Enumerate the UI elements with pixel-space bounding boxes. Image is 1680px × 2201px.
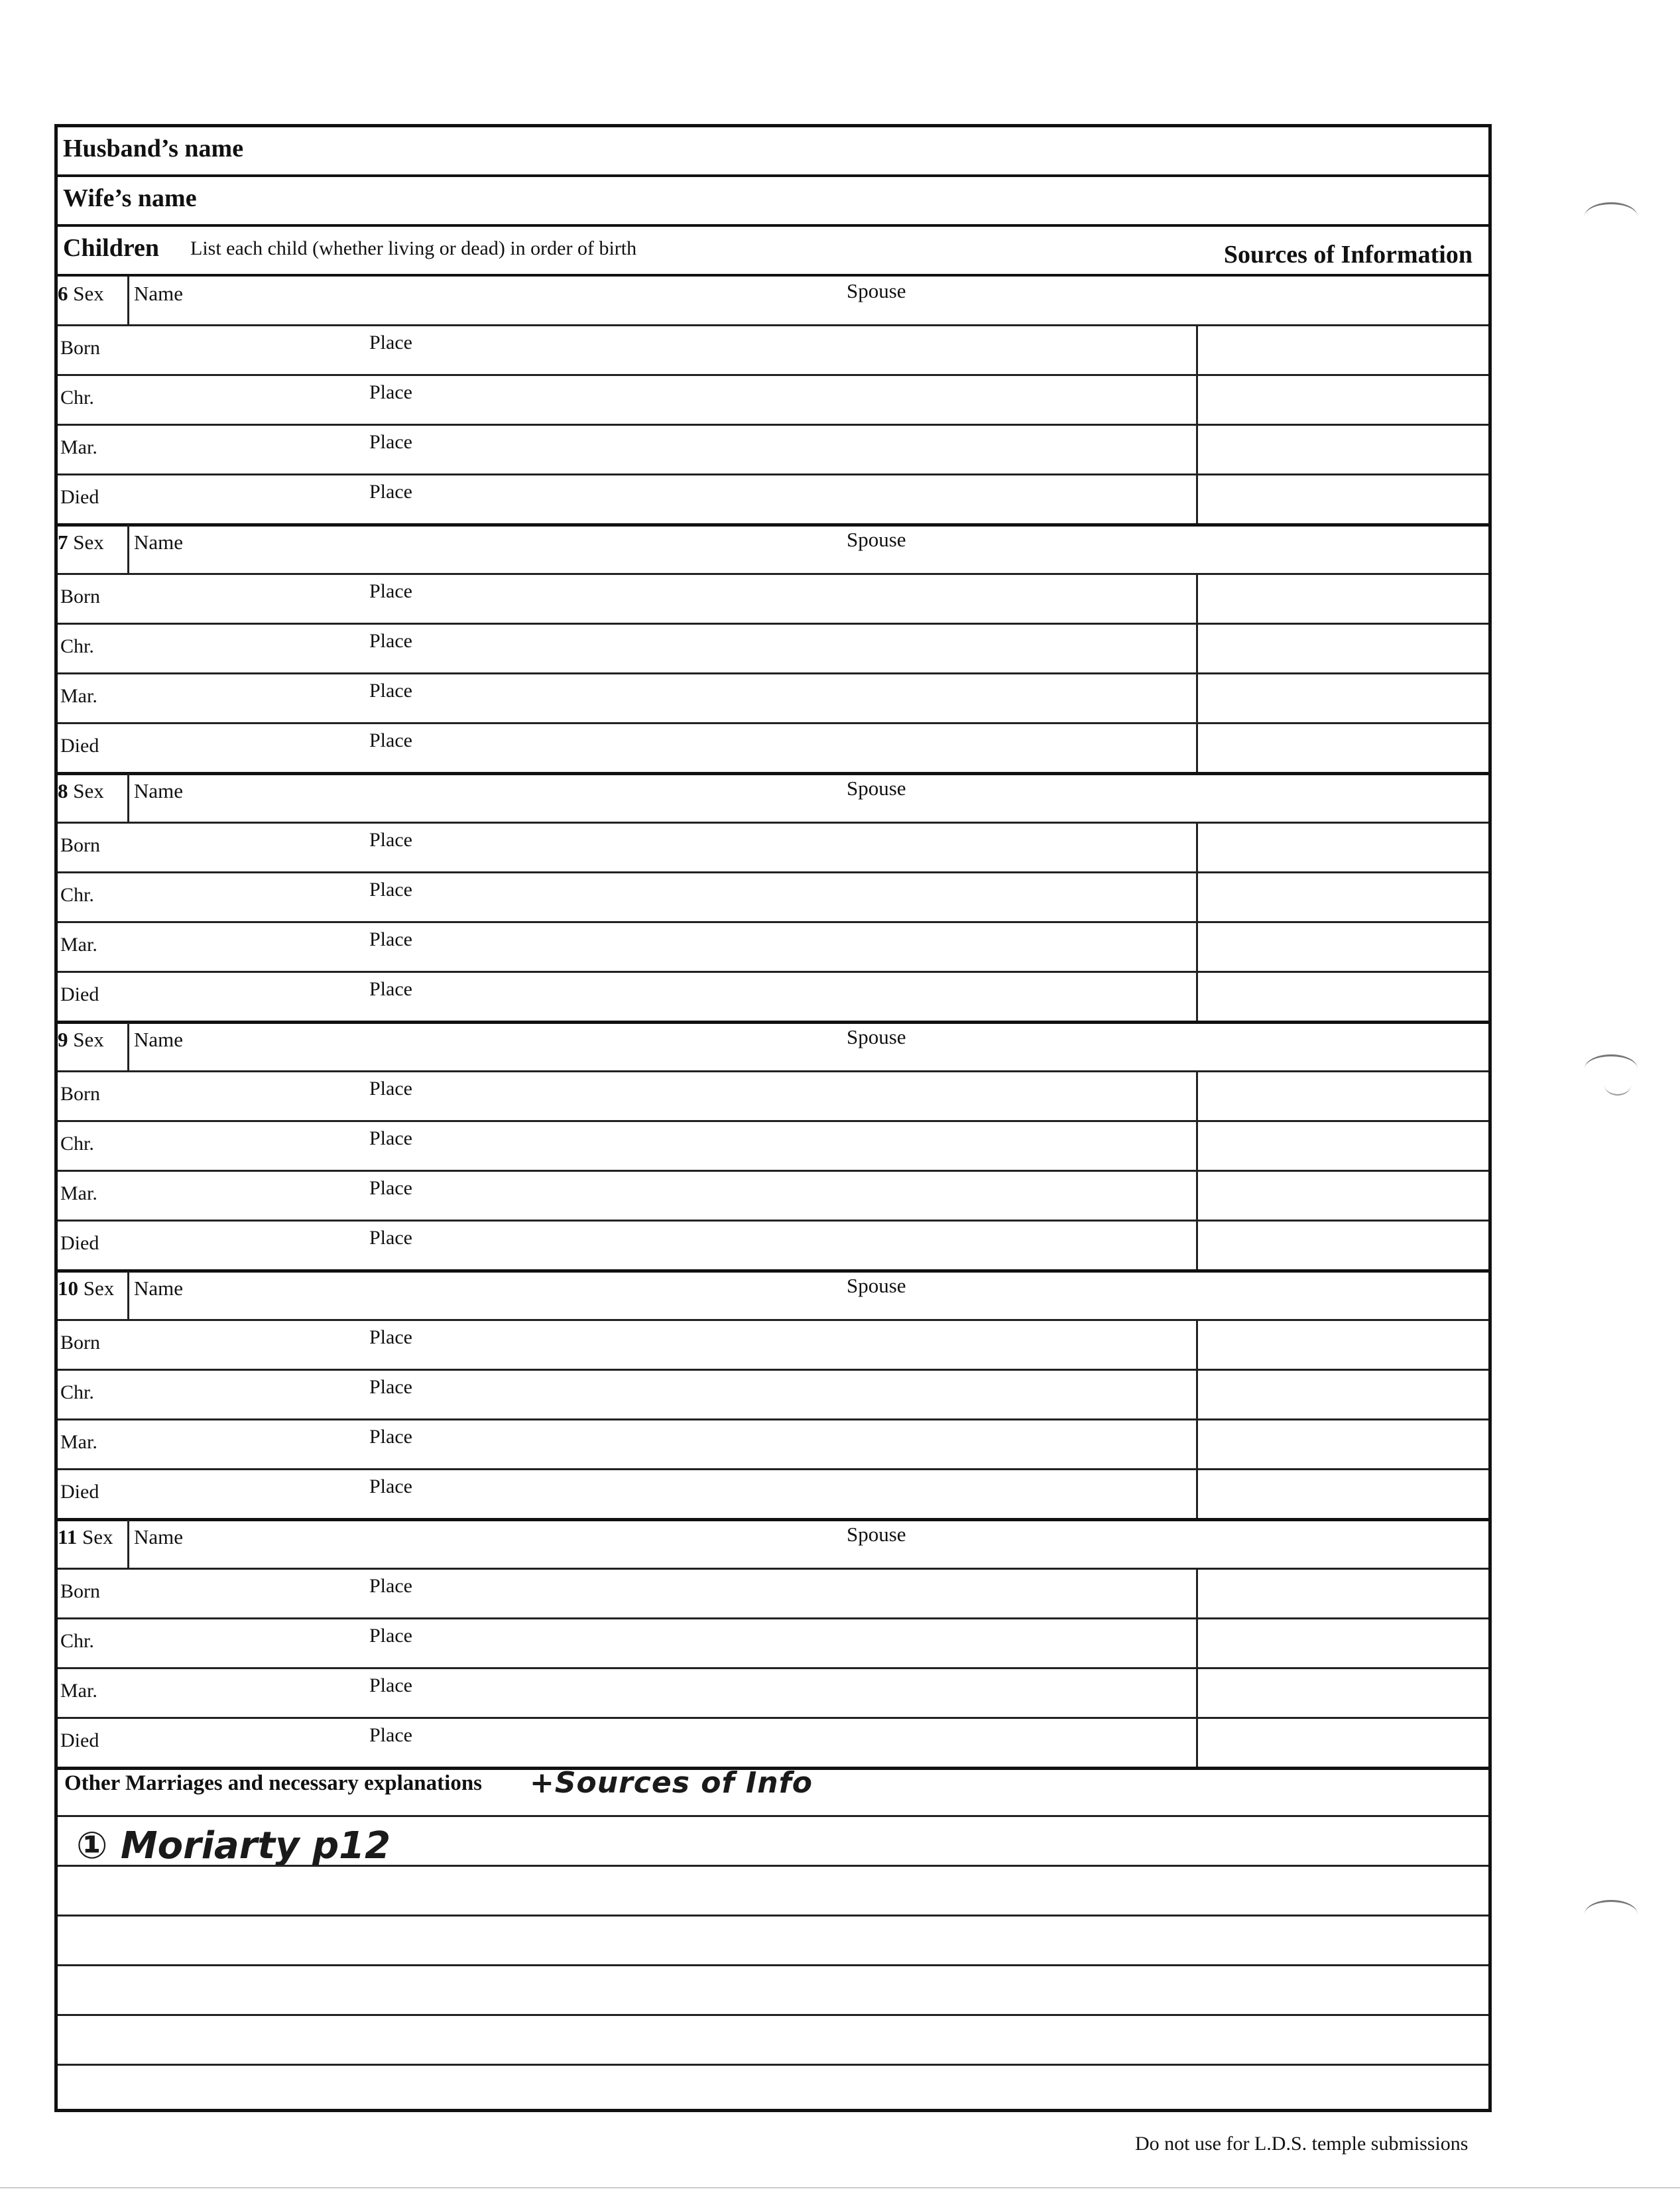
child-chr-row[interactable] — [58, 625, 1488, 674]
sources-column-divider — [1196, 575, 1198, 774]
child-chr-row[interactable] — [58, 1371, 1488, 1420]
child-number: 8 Sex — [58, 779, 104, 802]
sex-divider — [127, 1023, 129, 1072]
place-label: Place — [369, 381, 412, 403]
place-label: Place — [369, 580, 412, 602]
child-mar-row[interactable] — [58, 674, 1488, 724]
child-born-row[interactable] — [58, 1570, 1488, 1619]
place-label: Place — [369, 1227, 412, 1249]
place-label: Place — [369, 729, 412, 751]
mar-label: Mar. — [60, 1680, 97, 1702]
sources-column-divider — [1196, 824, 1198, 1023]
child-name-label: Name — [134, 1277, 184, 1300]
child-name-row[interactable] — [58, 1271, 1488, 1321]
other-marriages-section — [58, 1766, 1488, 2115]
born-label: Born — [60, 1580, 100, 1602]
child-number: 9 Sex — [58, 1028, 104, 1051]
child-name-row[interactable] — [58, 525, 1488, 575]
chr-label: Chr. — [60, 635, 94, 657]
other-marriages-title: Other Marriages and necessary explanations — [64, 1771, 483, 1795]
child-number: 11 Sex — [58, 1525, 113, 1548]
place-label: Place — [369, 481, 412, 503]
place-label: Place — [369, 879, 412, 901]
sources-column-divider — [1196, 1570, 1198, 1769]
children-label: Children — [63, 234, 160, 262]
born-label: Born — [60, 834, 100, 856]
mar-label: Mar. — [60, 1182, 97, 1204]
died-label: Died — [60, 1481, 99, 1503]
child-chr-row[interactable] — [58, 873, 1488, 923]
child-spouse-label: Spouse — [847, 1523, 906, 1546]
place-label: Place — [369, 1078, 412, 1100]
child-born-row[interactable] — [58, 1072, 1488, 1122]
place-label: Place — [369, 680, 412, 702]
sources-label: Sources of Information — [1223, 241, 1472, 269]
born-label: Born — [60, 586, 100, 607]
place-label: Place — [369, 1575, 412, 1597]
punch-hole-mark — [1585, 202, 1638, 231]
family-group-form — [54, 124, 1492, 2112]
place-label: Place — [369, 829, 412, 851]
punch-hole-mark — [1585, 1900, 1638, 1928]
sex-divider — [127, 774, 129, 824]
handwritten-note: ① Moriarty p12 — [76, 1824, 391, 1867]
place-label: Place — [369, 928, 412, 950]
child-record — [58, 1023, 1488, 1271]
sources-column-divider — [1196, 1072, 1198, 1271]
child-record — [58, 277, 1488, 525]
child-mar-row[interactable] — [58, 1420, 1488, 1470]
child-name-row[interactable] — [58, 1520, 1488, 1570]
mar-label: Mar. — [60, 1431, 97, 1453]
child-name-label: Name — [134, 1028, 184, 1051]
note-line[interactable] — [58, 2064, 1488, 2066]
child-born-row[interactable] — [58, 1321, 1488, 1371]
child-name-label: Name — [134, 531, 184, 554]
note-line[interactable] — [58, 1815, 1488, 1817]
child-born-row[interactable] — [58, 326, 1488, 376]
died-label: Died — [60, 1232, 99, 1254]
place-label: Place — [369, 1326, 412, 1348]
child-died-row[interactable] — [58, 724, 1488, 774]
child-name-label: Name — [134, 282, 184, 305]
children-instructions: List each child (whether living or dead) in order of birth — [190, 237, 637, 259]
children-header-row — [58, 227, 1488, 277]
husband-name-row[interactable] — [58, 127, 1488, 177]
child-died-row[interactable] — [58, 1222, 1488, 1271]
place-label: Place — [369, 431, 412, 453]
child-died-row[interactable] — [58, 1470, 1488, 1520]
child-born-row[interactable] — [58, 824, 1488, 873]
child-mar-row[interactable] — [58, 923, 1488, 973]
born-label: Born — [60, 1083, 100, 1105]
child-mar-row[interactable] — [58, 1669, 1488, 1719]
child-number: 6 Sex — [58, 282, 104, 305]
child-record — [58, 774, 1488, 1023]
died-label: Died — [60, 735, 99, 757]
sources-column-divider — [1196, 1321, 1198, 1520]
child-record — [58, 1271, 1488, 1520]
born-label: Born — [60, 337, 100, 359]
child-name-label: Name — [134, 1525, 184, 1548]
child-name-row[interactable] — [58, 277, 1488, 326]
chr-label: Chr. — [60, 1133, 94, 1155]
child-spouse-label: Spouse — [847, 279, 906, 302]
child-name-label: Name — [134, 779, 184, 802]
note-line[interactable] — [58, 1865, 1488, 1867]
child-mar-row[interactable] — [58, 426, 1488, 475]
place-label: Place — [369, 630, 412, 652]
died-label: Died — [60, 1729, 99, 1751]
wife-name-label: Wife’s name — [63, 184, 197, 212]
child-chr-row[interactable] — [58, 1122, 1488, 1172]
child-mar-row[interactable] — [58, 1172, 1488, 1222]
mar-label: Mar. — [60, 436, 97, 458]
died-label: Died — [60, 486, 99, 508]
child-record — [58, 525, 1488, 774]
died-label: Died — [60, 983, 99, 1005]
chr-label: Chr. — [60, 1381, 94, 1403]
sex-divider — [127, 277, 129, 326]
child-born-row[interactable] — [58, 575, 1488, 625]
place-label: Place — [369, 1674, 412, 1696]
child-chr-row[interactable] — [58, 1619, 1488, 1669]
child-number: 10 Sex — [58, 1277, 115, 1300]
chr-label: Chr. — [60, 884, 94, 906]
note-line[interactable] — [58, 2014, 1488, 2016]
punch-hole-mark — [1604, 1074, 1631, 1096]
child-number: 7 Sex — [58, 531, 104, 554]
sex-divider — [127, 1520, 129, 1570]
place-label: Place — [369, 1625, 412, 1647]
child-name-row[interactable] — [58, 774, 1488, 824]
child-died-row[interactable] — [58, 1719, 1488, 1769]
mar-label: Mar. — [60, 685, 97, 707]
sex-divider — [127, 1271, 129, 1321]
note-line[interactable] — [58, 1964, 1488, 1966]
born-label: Born — [60, 1332, 100, 1353]
footer-note: Do not use for L.D.S. temple submissions — [1135, 2133, 1469, 2155]
child-spouse-label: Spouse — [847, 1274, 906, 1297]
chr-label: Chr. — [60, 387, 94, 409]
place-label: Place — [369, 332, 412, 353]
sex-divider — [127, 525, 129, 575]
child-spouse-label: Spouse — [847, 777, 906, 800]
husband-name-label: Husband’s name — [63, 135, 244, 162]
sources-column-divider — [1196, 326, 1198, 525]
mar-label: Mar. — [60, 934, 97, 956]
place-label: Place — [369, 1724, 412, 1746]
child-died-row[interactable] — [58, 973, 1488, 1023]
place-label: Place — [369, 1376, 412, 1398]
child-chr-row[interactable] — [58, 376, 1488, 426]
place-label: Place — [369, 1476, 412, 1497]
child-died-row[interactable] — [58, 475, 1488, 525]
child-spouse-label: Spouse — [847, 1025, 906, 1048]
page-edge — [0, 2187, 1680, 2188]
child-record — [58, 1520, 1488, 1769]
place-label: Place — [369, 1127, 412, 1149]
chr-label: Chr. — [60, 1630, 94, 1652]
child-spouse-label: Spouse — [847, 528, 906, 551]
place-label: Place — [369, 978, 412, 1000]
wife-name-row[interactable] — [58, 177, 1488, 227]
place-label: Place — [369, 1426, 412, 1448]
note-line[interactable] — [58, 1915, 1488, 1917]
place-label: Place — [369, 1177, 412, 1199]
child-name-row[interactable] — [58, 1023, 1488, 1072]
handwritten-heading: +Sources of Info — [530, 1766, 813, 1800]
